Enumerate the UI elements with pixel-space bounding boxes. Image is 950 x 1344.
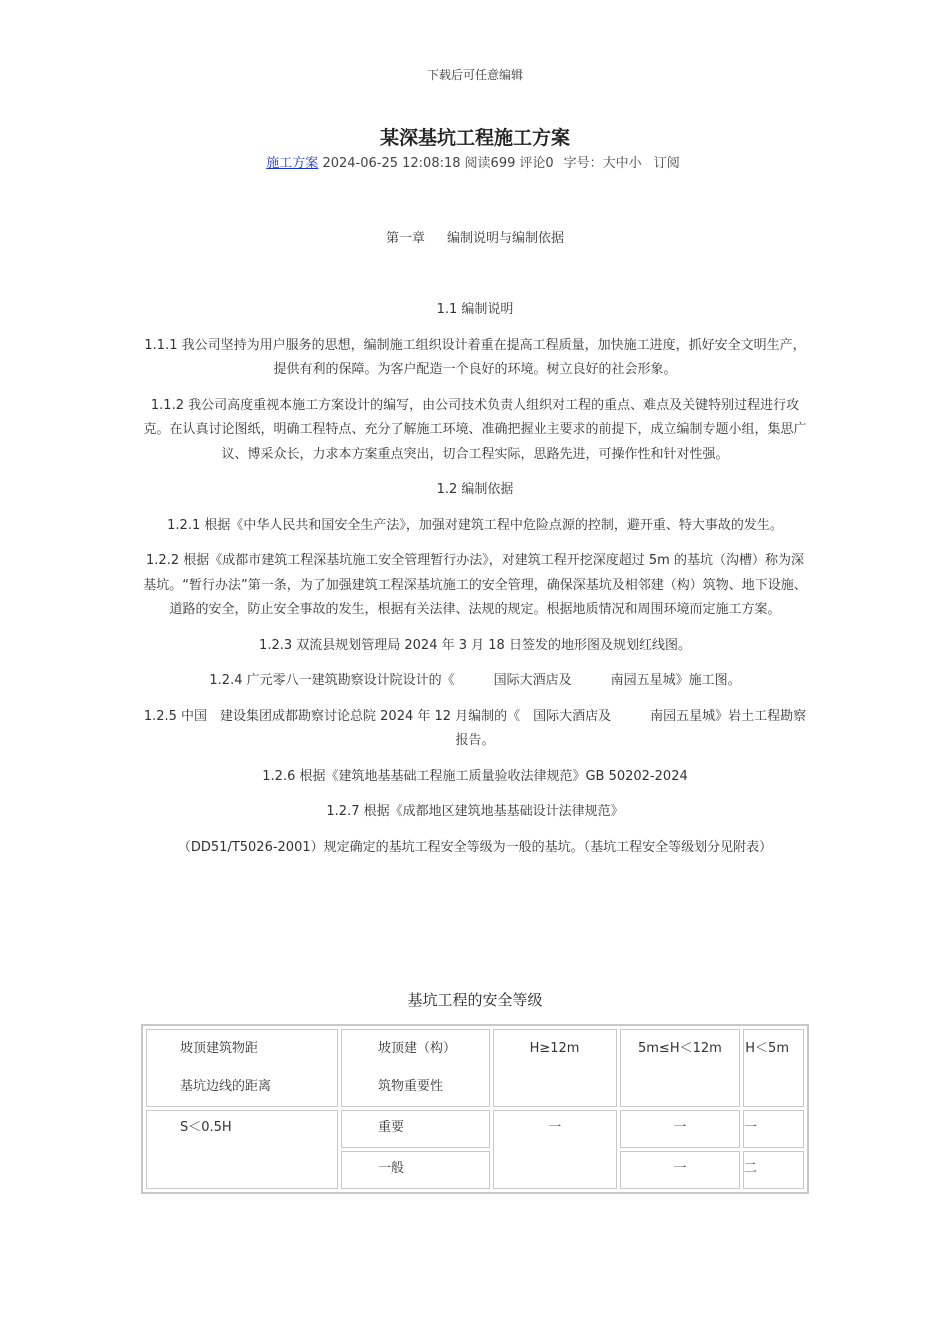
section-heading: 1.2 编制依据 [436,482,514,497]
paragraph: 1.2.3 双流县规划管理局 2024 年 3 月 18 日签发的地形图及规划红线图。 [259,637,691,653]
document-body [143,298,807,871]
category-link[interactable]: 施工方案 [266,156,319,171]
comments-label: 评论 [519,156,546,171]
article-meta [0,152,950,171]
paragraph: （DD51/T5026-2001）规定确定的基坑工程安全等级为一般的基坑。（基坑工程安全等级划分见附表） [177,839,773,855]
paragraph: 1.2.7 根据《成都地区建筑地基基础设计法律规范》 [326,804,624,819]
reads-label: 阅读 [464,156,491,171]
paragraph: 1.2.6 根据《建筑地基基础工程施工质量验收法律规范》GB 50202-2024 [262,768,688,784]
font-size-selector[interactable]: 字号：大中小 [563,156,642,171]
paragraph: 1.2.5 中国 建设集团成都勘察讨论总院 2024 年 12 月编制的《 国际大酒店及 南园五星城》岩土工程勘察报告。 [143,708,807,748]
header-note: 下载后可任意编辑 [426,68,523,82]
chapter-number: 第一章 [385,231,425,246]
paragraph: 1.1.2 我公司高度重视本施工方案设计的编写，由公司技术负责人组织对工程的重点、难点及关键特别过程进行攻克。在认真讨论图纸，明确工程特点、充分了解施工环境、准确把握业主要求的前提下，成立编制专题小组，集思广议、博采众长，力求本方案重点突出，切合工程实际，思路先进，可操作性和针对性强。 [143,397,807,462]
cell-grade-h-ge-12: 一 [493,1110,617,1189]
paragraph: 1.1.1 我公司坚持为用户服务的思想，编制施工组织设计着重在提高工程质量，加快施工进度，抓好安全文明生产，提供有利的保障。为客户配造一个良好的环境。树立良好的社会形象。 [144,337,806,377]
header-cell-h-ge-12: H≥12m [493,1029,617,1107]
paragraph: 1.2.1 根据《中华人民共和国安全生产法》，加强对建筑工程中危险点源的控制，避开重、特大事故的发生。 [167,517,783,533]
subscribe-link[interactable]: 订阅 [653,156,680,171]
chapter-name: 编制说明与编制依据 [447,231,565,246]
cell-importance: 一般 [341,1151,490,1189]
cell-grade-h-5-12: 一 [620,1110,740,1148]
cell-grade-h-5-12: 一 [620,1151,740,1189]
comments-count: 0 [545,156,554,171]
cell-importance: 重要 [341,1110,490,1148]
table-row [146,1110,804,1148]
safety-grade-table [141,1024,809,1194]
header-cell-h-5-12: 5m≤H＜12m [620,1029,740,1107]
paragraph: 1.2.4 广元零八一建筑勘察设计院设计的《 国际大酒店及 南园五星城》施工图。 [209,673,741,688]
cell-distance: S＜0.5H [146,1110,338,1189]
paragraph: 1.2.2 根据《成都市建筑工程深基坑施工安全管理暂行办法》，对建筑工程开挖深度超过 5m 的基坑（沟槽）称为深基坑。“暂行办法”第一条，为了加强建筑工程深基坑施工的安全管理，确保深基坑及相邻建（构）筑物、地下设施、道路的安全，防止安全事故的发生，根据有关法律、法规的规定。根据地质情况和周围环境而定施工方案。 [143,553,807,617]
page-title: 某深基坑工程施工方案 [379,127,570,149]
header-cell-h-lt-5: H＜5m [743,1029,804,1107]
header-cell-distance: 坡顶建筑物距 基坑边线的距离 [146,1029,338,1107]
header-cell-importance: 坡顶建（构） 筑物重要性 [341,1029,490,1107]
chapter-heading [0,227,950,246]
reads-count: 699 [490,156,516,171]
post-datetime: 2024-06-25 12:08:18 [322,156,461,171]
cell-grade-h-lt-5: 二 [743,1151,804,1189]
section-heading: 1.1 编制说明 [436,302,514,317]
cell-grade-h-lt-5: 一 [743,1110,804,1148]
table-title: 基坑工程的安全等级 [407,991,543,1009]
table-header-row [146,1029,804,1107]
